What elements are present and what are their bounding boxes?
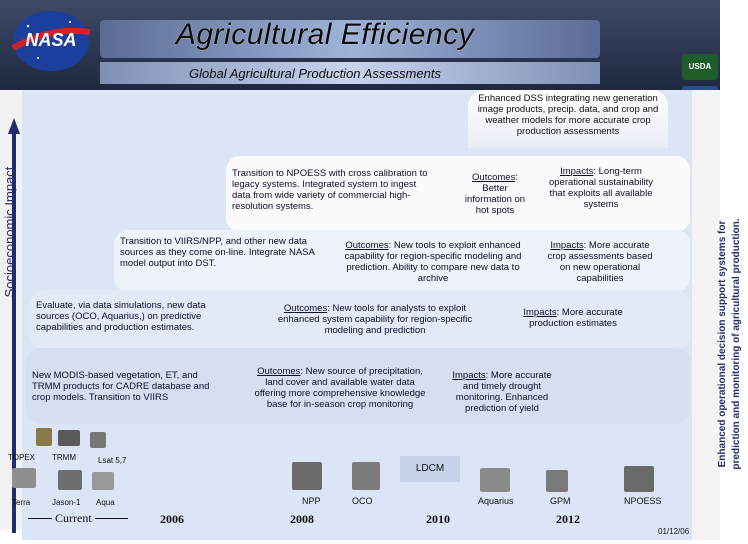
topex-satellite-icon <box>36 428 52 446</box>
npp-satellite-icon <box>292 462 322 490</box>
step-2-outcomes: Outcomes: New tools to exploit enhanced capability for region-specific modeling and prediction. Ability to compare new data to archive <box>344 240 522 284</box>
jason-satellite-icon <box>58 470 82 490</box>
current-label: Current <box>52 511 95 526</box>
step-4-text: New MODIS-based vegetation, ET, and TRMM products for CADRE database and crop models. Transition to VIIRS <box>32 370 210 403</box>
axis-label: Socioeconomic Impact <box>2 166 17 298</box>
terra-satellite-icon <box>12 468 36 488</box>
page-title: Agricultural Efficiency <box>175 18 475 51</box>
trmm-satellite-icon <box>58 430 80 446</box>
sat-label-aquarius: Aquarius <box>478 496 514 506</box>
oco-satellite-icon <box>352 462 380 490</box>
npoess-satellite-icon <box>624 466 654 492</box>
top-goal-text: Enhanced DSS integrating new generation image products, precip. data, and crop and weather models for more accurate crop production assessments <box>477 93 659 137</box>
year-2008: 2008 <box>290 512 314 526</box>
sat-label-npp: NPP <box>302 496 321 506</box>
sat-label-npoess: NPOESS <box>624 496 662 506</box>
sat-label-oco: OCO <box>352 496 373 506</box>
usda-logo: USDA <box>682 54 718 80</box>
ldcm-box: LDCM <box>400 456 460 482</box>
year-2010: 2010 <box>426 512 450 526</box>
step-1-outcomes: Outcomes: Better information on hot spots <box>464 172 526 216</box>
step-2-impacts: Impacts: More accurate crop assessments based on new operational capabilities <box>547 240 653 284</box>
sat-label-jason: Jason-1 <box>52 498 81 507</box>
sat-label-aqua: Aqua <box>96 498 115 507</box>
aquarius-satellite-icon <box>480 468 510 492</box>
date-stamp: 01/12/06 <box>658 527 690 536</box>
step-3-outcomes: Outcomes: New tools for analysts to exploit enhanced system capability for region-specific modeling and prediction <box>277 303 473 336</box>
page-subtitle: Global Agricultural Production Assessments <box>189 66 441 81</box>
year-2006: 2006 <box>160 512 184 526</box>
sat-label-topex: TOPEX <box>8 453 35 462</box>
aqua-satellite-icon <box>92 472 114 490</box>
step-4-impacts: Impacts: More accurate and timely drought monitoring. Enhanced prediction of yield <box>452 370 552 414</box>
year-2012: 2012 <box>556 512 580 526</box>
step-1-text: Transition to NPOESS with cross calibration to legacy systems. Integrated system to ingest data from wide variety of commercial high-resolution systems. <box>232 168 428 212</box>
sat-label-gpm: GPM <box>550 496 571 506</box>
sat-label-trmm: TRMM <box>52 453 76 462</box>
step-2-text: Transition to VIIRS/NPP, and other new data sources as they come on-line. Integrate NASA model output into DST. <box>120 236 315 269</box>
step-3-impacts: Impacts: More accurate production estimates <box>523 307 623 329</box>
sat-label-lsat: Lsat 5,7 <box>98 456 127 465</box>
step-4-outcomes: Outcomes: New source of precipitation, land cover and available water data offering more comprehensive knowledge base for in-season crop monitoring <box>254 366 426 410</box>
gpm-satellite-icon <box>546 470 568 492</box>
step-1-impacts: Impacts: Long-term operational sustainability that exploits all available systems <box>548 166 654 210</box>
right-panel-label: Enhanced operational decision support systems for prediction and monitoring of agricultural production. <box>717 218 742 470</box>
landsat-satellite-icon <box>90 432 106 448</box>
sat-label-terra: Terra <box>12 498 31 507</box>
nasa-logo-text: NASA <box>25 30 77 50</box>
step-3-text: Evaluate, via data simulations, new data sources (OCO, Aquarius,) on predictive capabilities and production estimates. <box>36 300 206 333</box>
